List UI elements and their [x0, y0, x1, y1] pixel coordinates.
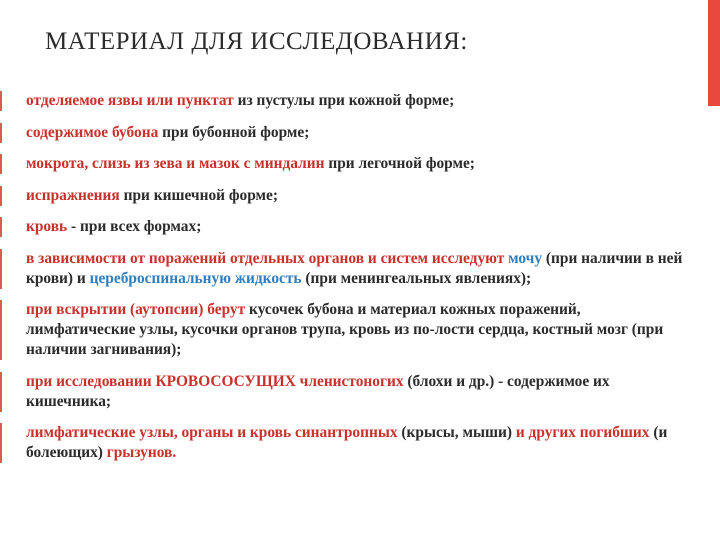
- list-item-text-segment: (блохи и др.) - содержимое их кишечника;: [26, 372, 610, 410]
- list-item: [0, 300, 690, 360]
- bullet-list: [0, 91, 690, 475]
- list-item-text-segment: при вскрытии (аутопсии) берут: [26, 301, 246, 318]
- list-item-text-segment: из пустулы при кожной форме;: [233, 92, 455, 109]
- list-item-text-segment: цереброспинальную жидкость: [89, 269, 302, 287]
- list-item: [0, 91, 690, 111]
- list-item-text-segment: - при всех формах;: [67, 218, 202, 235]
- list-item-text-segment: содержимое бубона: [26, 123, 159, 141]
- list-item-text-segment: (при наличии в ней крови) и: [26, 249, 683, 287]
- list-item: [0, 186, 690, 206]
- list-item-text-segment: мокрота, слизь из зева и мазок с миндалин: [26, 155, 325, 172]
- list-item-text-segment: грызунов.: [106, 444, 177, 461]
- accent-bar: [708, 0, 720, 106]
- list-item-text-segment: (крысы, мыши): [397, 424, 516, 441]
- list-item: [0, 123, 690, 143]
- list-item-text-segment: при кишечной форме;: [119, 186, 278, 204]
- list-item: [0, 249, 690, 289]
- list-item-text-segment: в зависимости от поражений отдельных органов и систем исследуют: [26, 249, 509, 267]
- list-item-text-segment: испражнения: [26, 186, 120, 204]
- list-item-text-segment: кусочек бубона и материал кожных поражений, лимфатические узлы, кусочки органов трупа, кровь из по-лости сердца, костный мозг (при наличии загнивания);: [26, 301, 664, 358]
- list-item-text-segment: при исследовании КРОВОСОСУЩИХ членистоногих: [26, 372, 404, 390]
- list-item-text-segment: (и болеющих): [26, 424, 668, 461]
- list-item: [0, 217, 690, 237]
- list-item-text-segment: отделяемое язвы или пунктат: [26, 92, 234, 109]
- list-item-text-segment: лимфатические узлы, органы и кровь синантропных: [26, 424, 398, 441]
- list-item: [0, 423, 690, 463]
- list-item: [0, 372, 690, 412]
- list-item-text-segment: при легочной форме;: [324, 155, 475, 172]
- list-item-text-segment: при бубонной форме;: [158, 123, 310, 141]
- list-item-text-segment: и других погибших: [515, 424, 650, 441]
- list-item-text-segment: мочу: [508, 249, 543, 267]
- slide-title: МАТЕРИАЛ ДЛЯ ИССЛЕДОВАНИЯ:: [45, 28, 468, 55]
- list-item-text-segment: (при менингеальных явлениях);: [301, 269, 532, 287]
- list-item-text-segment: кровь: [26, 218, 68, 235]
- list-item: [0, 154, 690, 174]
